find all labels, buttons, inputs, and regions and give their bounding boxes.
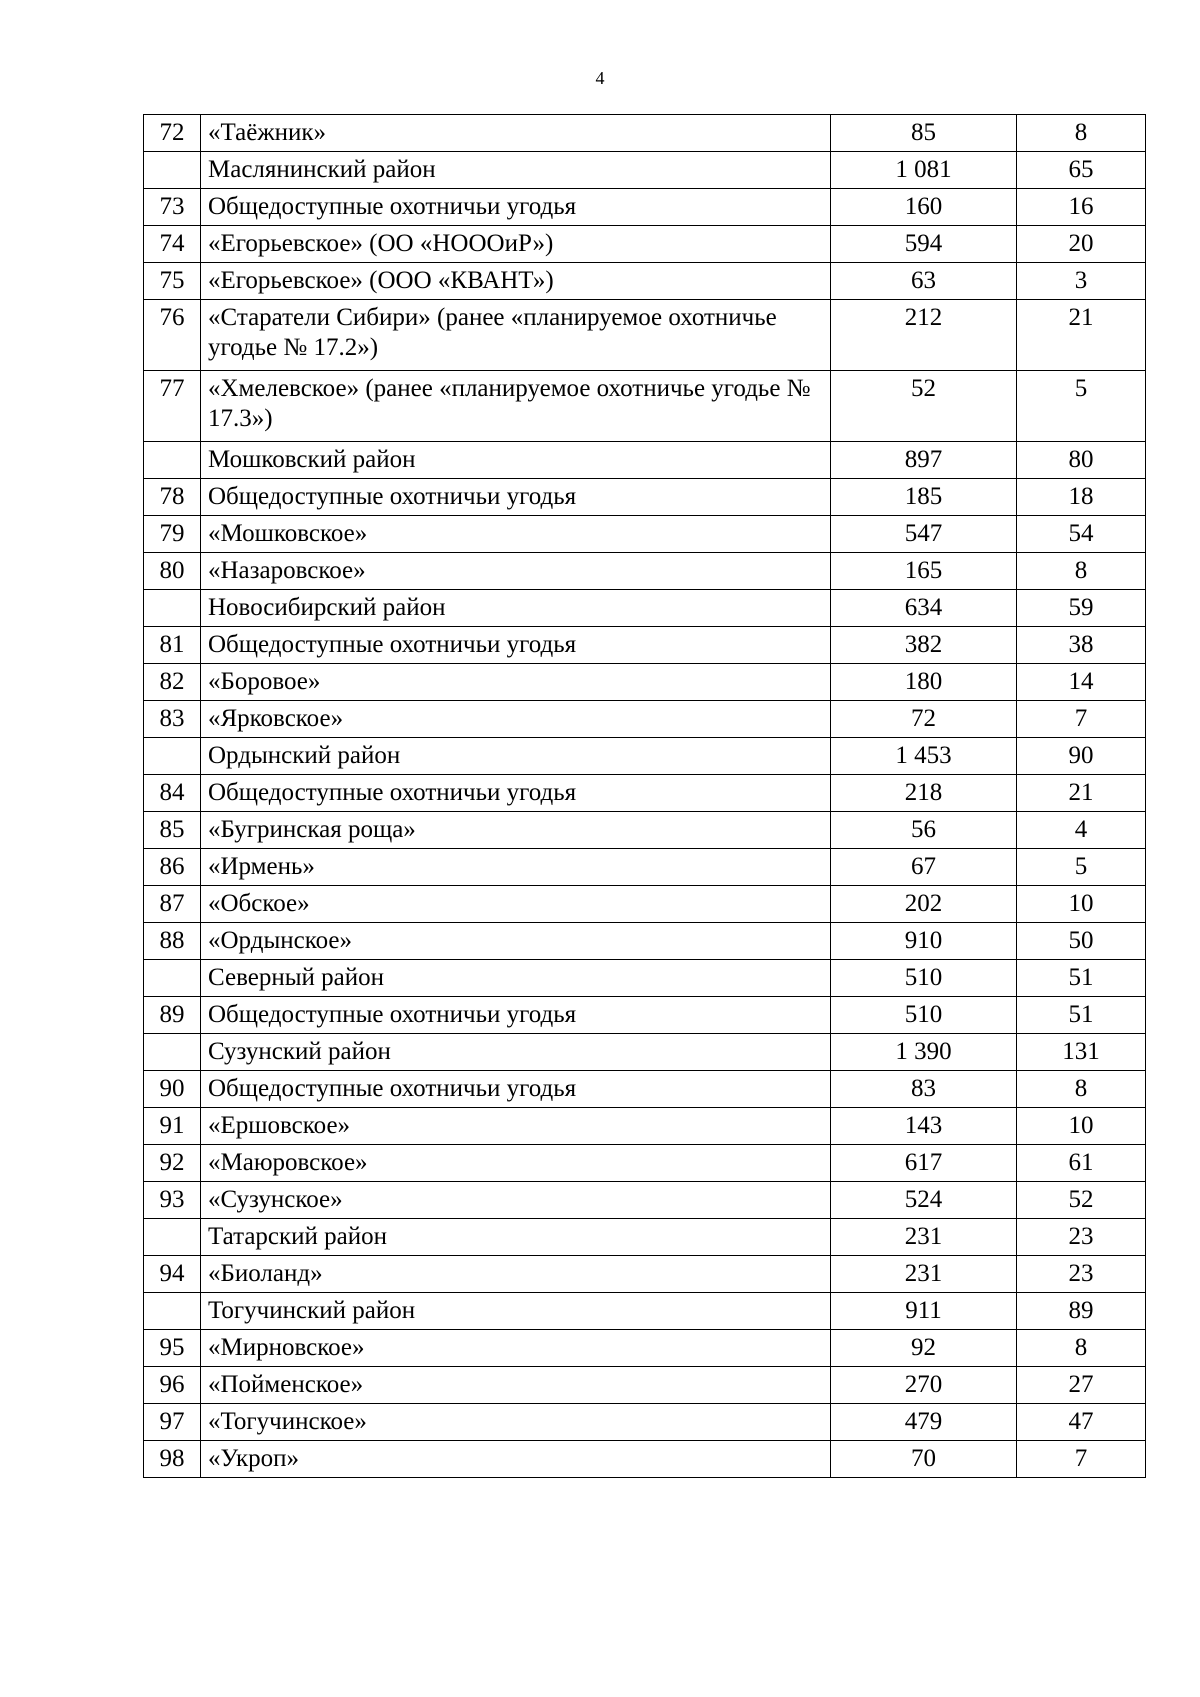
row-number-cell: 97 [144,1404,201,1441]
district-row [144,590,1146,627]
row-count-cell: 23 [1017,1256,1146,1293]
row-count-cell: 3 [1017,263,1146,300]
row-count-cell: 23 [1017,1219,1146,1256]
row-number-cell: 82 [144,664,201,701]
row-name-cell: «Тогучинское» [201,1404,831,1441]
row-number-cell: 83 [144,701,201,738]
row-count-cell: 16 [1017,189,1146,226]
table-row [144,997,1146,1034]
row-name-cell: Тогучинский район [201,1293,831,1330]
row-count-cell: 51 [1017,960,1146,997]
row-count-cell: 52 [1017,1182,1146,1219]
table-row [144,775,1146,812]
row-name-cell: «Сузунское» [201,1182,831,1219]
row-name-cell: «Пойменское» [201,1367,831,1404]
row-name-cell: «Бугринская роща» [201,812,831,849]
row-number-cell: 84 [144,775,201,812]
row-area-cell: 92 [831,1330,1017,1367]
row-area-cell: 70 [831,1441,1017,1478]
row-number-cell: 89 [144,997,201,1034]
row-area-cell: 160 [831,189,1017,226]
row-count-cell: 5 [1017,371,1146,442]
row-area-cell: 63 [831,263,1017,300]
row-name-cell: «Ирмень» [201,849,831,886]
row-name-cell: «Егорьевское» (ООО «КВАНТ») [201,263,831,300]
row-name-cell: «Таёжник» [201,115,831,152]
row-area-cell: 1 081 [831,152,1017,189]
row-name-cell: «Мирновское» [201,1330,831,1367]
table-row [144,1071,1146,1108]
row-count-cell: 4 [1017,812,1146,849]
row-number-cell [144,590,201,627]
table-row [144,1182,1146,1219]
row-name-cell: «Обское» [201,886,831,923]
row-name-cell: Общедоступные охотничьи угодья [201,479,831,516]
table-row [144,1367,1146,1404]
table-row [144,479,1146,516]
table-row [144,1441,1146,1478]
table-row [144,1330,1146,1367]
row-number-cell: 98 [144,1441,201,1478]
district-row [144,960,1146,997]
row-number-cell: 96 [144,1367,201,1404]
table-row [144,115,1146,152]
row-name-cell: «Ордынское» [201,923,831,960]
row-area-cell: 52 [831,371,1017,442]
row-name-cell: Маслянинский район [201,152,831,189]
row-count-cell: 20 [1017,226,1146,263]
row-number-cell: 76 [144,300,201,371]
row-area-cell: 165 [831,553,1017,590]
row-name-cell: «Укроп» [201,1441,831,1478]
row-area-cell: 72 [831,701,1017,738]
table-row [144,516,1146,553]
row-number-cell [144,442,201,479]
row-number-cell: 86 [144,849,201,886]
row-number-cell: 73 [144,189,201,226]
row-area-cell: 231 [831,1219,1017,1256]
row-number-cell [144,1034,201,1071]
row-area-cell: 67 [831,849,1017,886]
page-number: 4 [595,68,605,88]
row-number-cell: 91 [144,1108,201,1145]
table-row [144,226,1146,263]
row-area-cell: 897 [831,442,1017,479]
row-count-cell: 54 [1017,516,1146,553]
table-row [144,923,1146,960]
row-count-cell: 8 [1017,553,1146,590]
table-row [144,189,1146,226]
table-row [144,553,1146,590]
row-count-cell: 8 [1017,1330,1146,1367]
row-area-cell: 594 [831,226,1017,263]
row-name-cell: «Боровое» [201,664,831,701]
table-row [144,812,1146,849]
row-count-cell: 89 [1017,1293,1146,1330]
row-area-cell: 270 [831,1367,1017,1404]
row-number-cell: 74 [144,226,201,263]
row-area-cell: 911 [831,1293,1017,1330]
row-area-cell: 180 [831,664,1017,701]
row-count-cell: 8 [1017,1071,1146,1108]
district-row [144,1219,1146,1256]
table-row [144,627,1146,664]
district-row [144,152,1146,189]
row-number-cell: 90 [144,1071,201,1108]
row-count-cell: 10 [1017,886,1146,923]
row-count-cell: 38 [1017,627,1146,664]
row-name-cell: «Ершовское» [201,1108,831,1145]
table-row [144,1404,1146,1441]
row-name-cell: «Егорьевское» (ОО «НОООиР») [201,226,831,263]
row-count-cell: 59 [1017,590,1146,627]
table-row [144,371,1146,442]
row-area-cell: 202 [831,886,1017,923]
row-count-cell: 27 [1017,1367,1146,1404]
row-area-cell: 910 [831,923,1017,960]
row-number-cell [144,1219,201,1256]
row-count-cell: 51 [1017,997,1146,1034]
table-row [144,701,1146,738]
row-area-cell: 634 [831,590,1017,627]
row-area-cell: 479 [831,1404,1017,1441]
row-name-cell: Общедоступные охотничьи угодья [201,1071,831,1108]
row-number-cell: 78 [144,479,201,516]
table-row [144,263,1146,300]
row-number-cell [144,960,201,997]
row-name-cell: «Ярковское» [201,701,831,738]
row-name-cell: Общедоступные охотничьи угодья [201,775,831,812]
row-number-cell: 93 [144,1182,201,1219]
row-area-cell: 85 [831,115,1017,152]
row-name-cell: Новосибирский район [201,590,831,627]
row-number-cell: 79 [144,516,201,553]
row-name-cell: «Хмелевское» (ранее «планируемое охотничье угодье № 17.3») [201,371,831,442]
district-row [144,442,1146,479]
row-number-cell: 88 [144,923,201,960]
row-area-cell: 1 390 [831,1034,1017,1071]
row-count-cell: 80 [1017,442,1146,479]
district-row [144,738,1146,775]
row-number-cell [144,1293,201,1330]
row-number-cell: 72 [144,115,201,152]
row-number-cell: 80 [144,553,201,590]
table-row [144,664,1146,701]
row-area-cell: 218 [831,775,1017,812]
row-name-cell: Общедоступные охотничьи угодья [201,997,831,1034]
row-number-cell: 87 [144,886,201,923]
row-name-cell: «Маюровское» [201,1145,831,1182]
row-count-cell: 21 [1017,300,1146,371]
row-number-cell: 95 [144,1330,201,1367]
row-name-cell: «Биоланд» [201,1256,831,1293]
row-number-cell: 94 [144,1256,201,1293]
row-area-cell: 382 [831,627,1017,664]
data-table [143,114,1146,1478]
row-area-cell: 510 [831,960,1017,997]
row-name-cell: Сузунский район [201,1034,831,1071]
table-row [144,886,1146,923]
table-row [144,300,1146,371]
table-row [144,1256,1146,1293]
row-name-cell: Татарский район [201,1219,831,1256]
row-number-cell: 81 [144,627,201,664]
row-count-cell: 8 [1017,115,1146,152]
row-name-cell: «Назаровское» [201,553,831,590]
row-count-cell: 14 [1017,664,1146,701]
table-row [144,1108,1146,1145]
row-count-cell: 50 [1017,923,1146,960]
row-number-cell: 77 [144,371,201,442]
row-name-cell: Общедоступные охотничьи угодья [201,189,831,226]
row-count-cell: 7 [1017,1441,1146,1478]
row-area-cell: 617 [831,1145,1017,1182]
row-count-cell: 131 [1017,1034,1146,1071]
row-name-cell: «Старатели Сибири» (ранее «планируемое охотничье угодье № 17.2») [201,300,831,371]
row-count-cell: 7 [1017,701,1146,738]
row-name-cell: Мошковский район [201,442,831,479]
table-row [144,1145,1146,1182]
table-body [144,115,1146,1478]
row-number-cell: 92 [144,1145,201,1182]
row-name-cell: «Мошковское» [201,516,831,553]
row-count-cell: 65 [1017,152,1146,189]
row-count-cell: 90 [1017,738,1146,775]
row-area-cell: 185 [831,479,1017,516]
row-area-cell: 547 [831,516,1017,553]
row-number-cell [144,738,201,775]
table-row [144,849,1146,886]
row-area-cell: 83 [831,1071,1017,1108]
row-name-cell: Северный район [201,960,831,997]
district-row [144,1293,1146,1330]
row-area-cell: 1 453 [831,738,1017,775]
row-name-cell: Общедоступные охотничьи угодья [201,627,831,664]
row-count-cell: 21 [1017,775,1146,812]
row-name-cell: Ордынский район [201,738,831,775]
row-number-cell: 85 [144,812,201,849]
row-number-cell: 75 [144,263,201,300]
row-number-cell [144,152,201,189]
row-area-cell: 231 [831,1256,1017,1293]
row-count-cell: 10 [1017,1108,1146,1145]
district-row [144,1034,1146,1071]
row-count-cell: 61 [1017,1145,1146,1182]
row-count-cell: 5 [1017,849,1146,886]
row-area-cell: 143 [831,1108,1017,1145]
row-area-cell: 510 [831,997,1017,1034]
row-area-cell: 56 [831,812,1017,849]
row-count-cell: 47 [1017,1404,1146,1441]
row-area-cell: 212 [831,300,1017,371]
row-area-cell: 524 [831,1182,1017,1219]
row-count-cell: 18 [1017,479,1146,516]
